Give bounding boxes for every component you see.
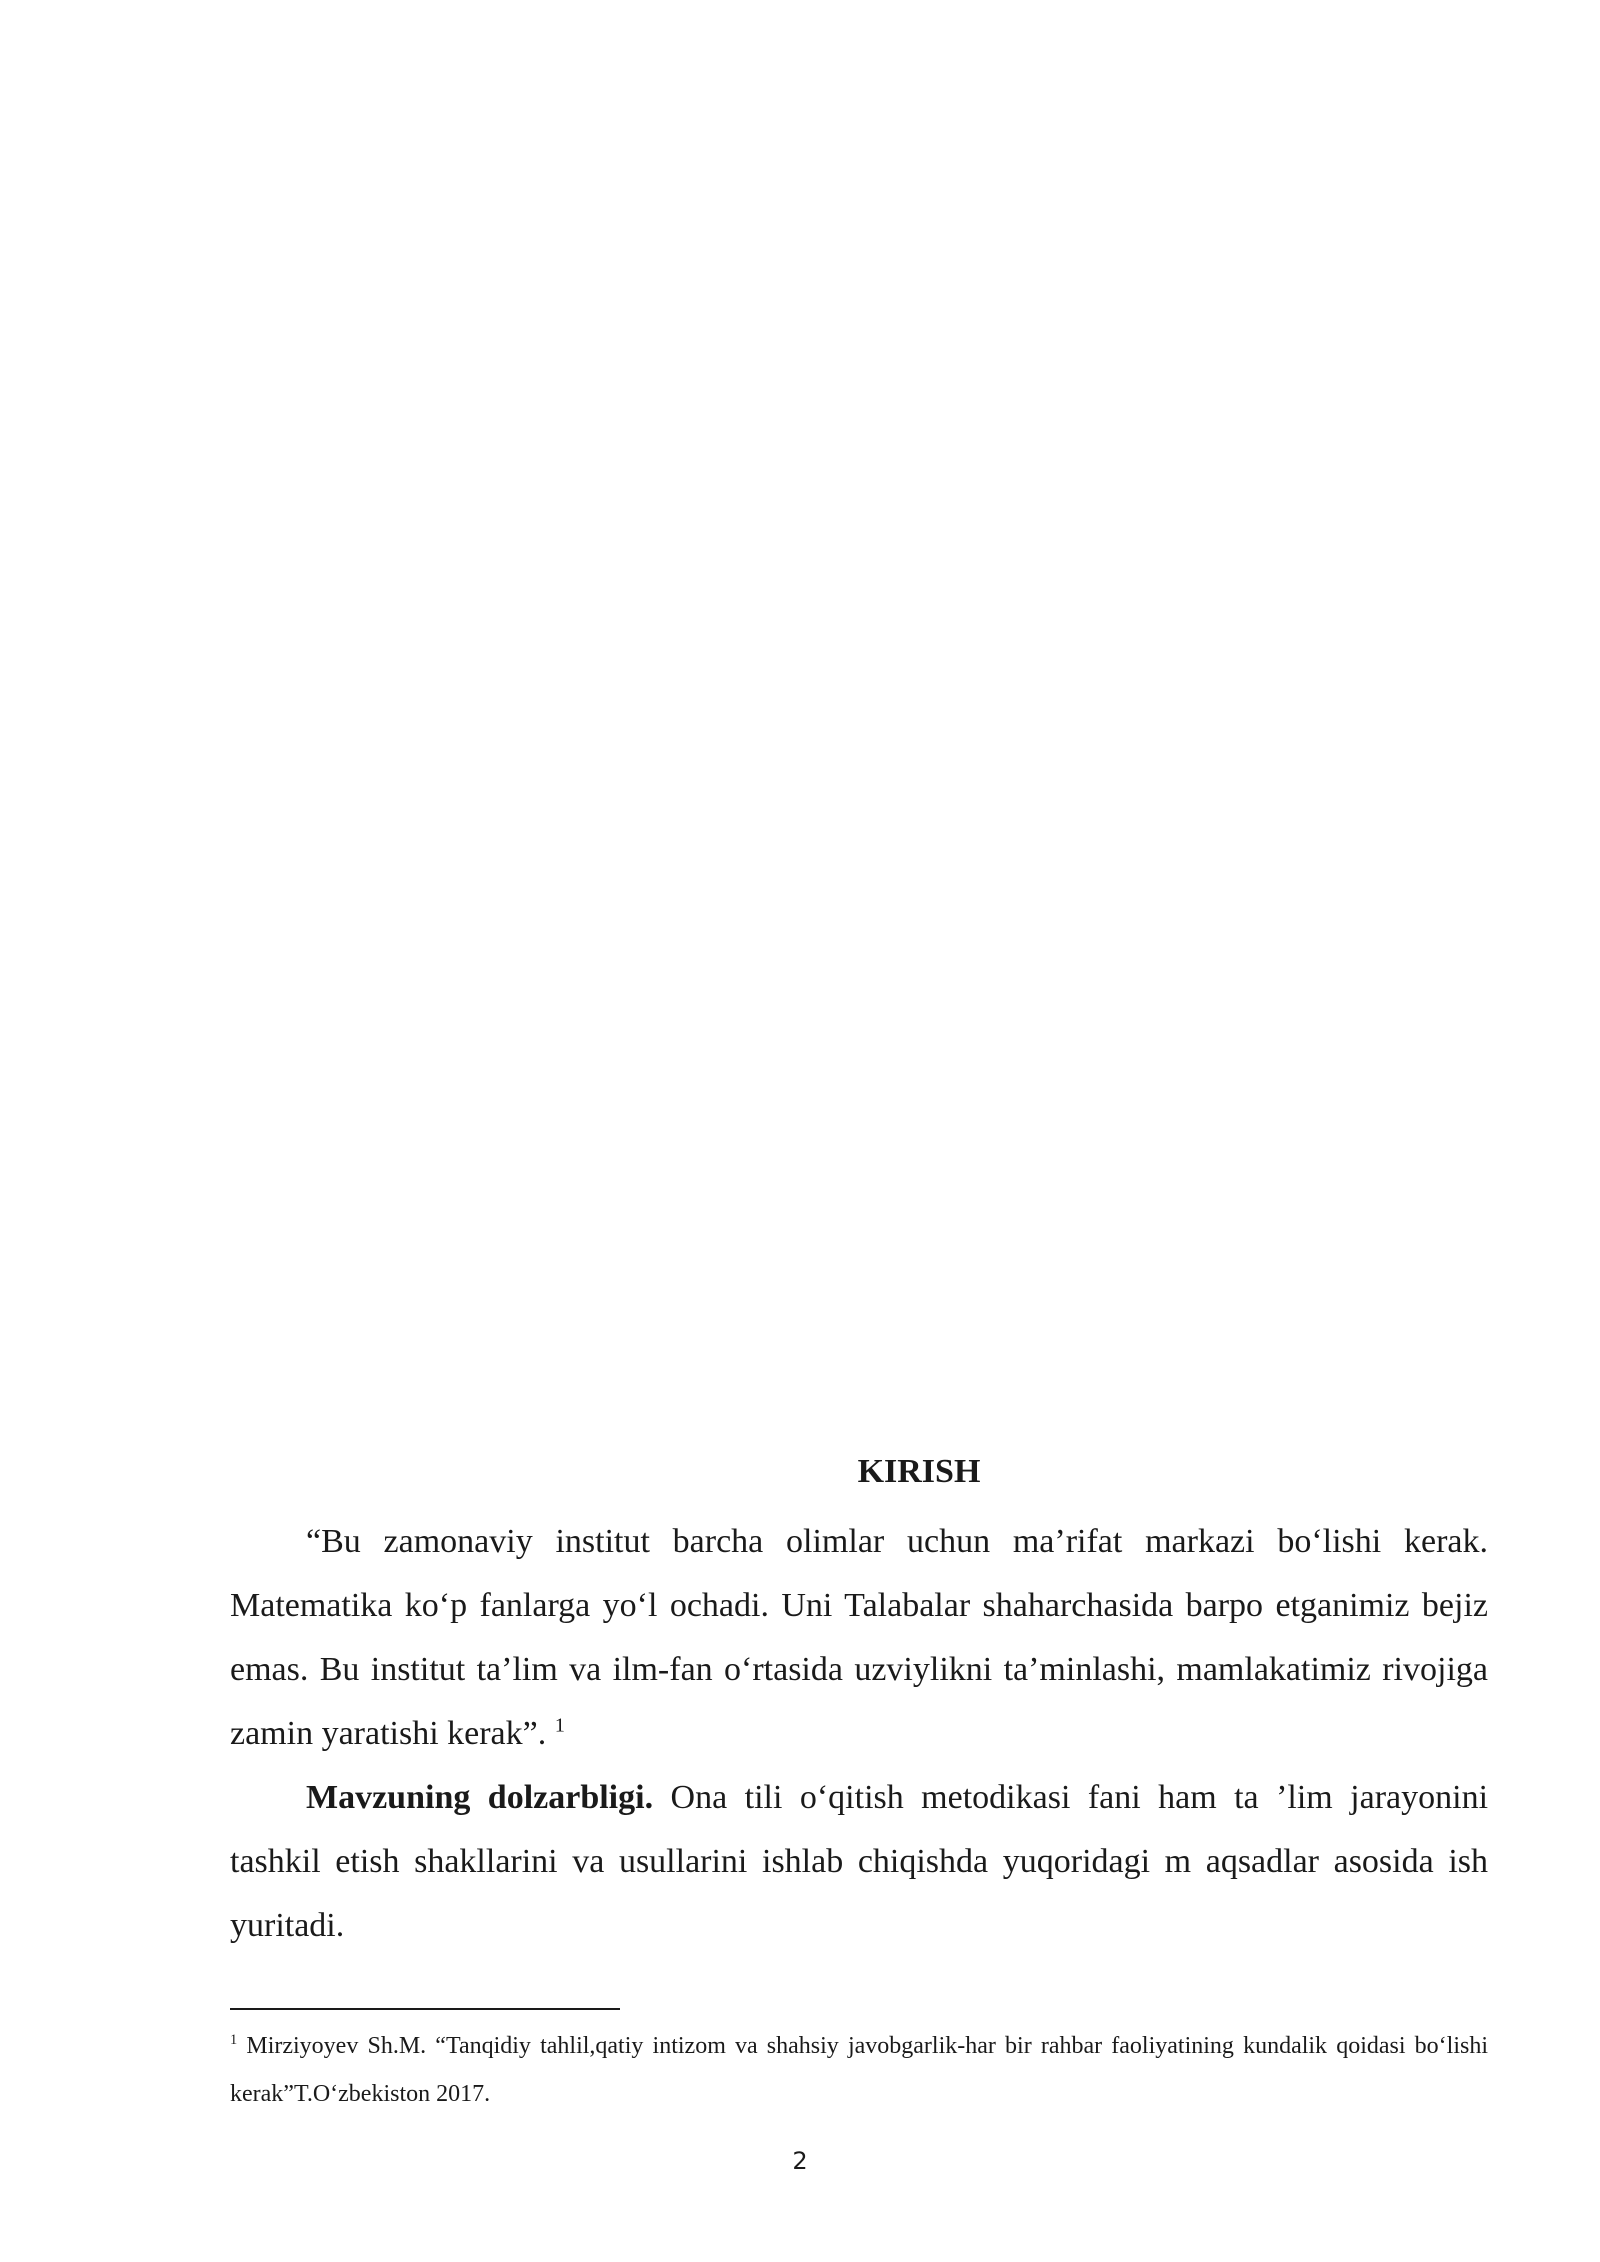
page-number: 2 (792, 2147, 808, 2175)
main-content (230, 1450, 1488, 1958)
footnote-reference: 1 (554, 1714, 565, 1737)
section-heading: KIRISH (857, 1453, 981, 1490)
relevance-text: Ona tili o‘qitish metodikasi fani ham ta ’lim jarayonini tashkil etish shakllarini va usullarini ishlab chiqishda yuqoridagi m aqsadlar asosida ish yuritadi. (230, 1779, 1489, 1944)
footnote (230, 2022, 1488, 2118)
quote-paragraph (230, 1510, 1488, 1766)
relevance-label: Mavzuning dolzarbligi. (306, 1779, 654, 1816)
quote-text: “Bu zamonaviy institut barcha olimlar uchun ma’rifat markazi bo‘lishi kerak. Matematika ko‘p fanlarga yo‘l ochadi. Uni Talabalar shaharchasida barpo etganimiz bejiz emas. Bu institut ta’lim va ilm-fan o‘rtasida uzviylikni ta’minlashi, mamlakatimiz rivojiga zamin yaratishi kerak”. (230, 1523, 1488, 1752)
footnote-number: 1 (230, 2032, 238, 2048)
footnote-text: Mirziyoyev Sh.M. “Tanqidiy tahlil,qatiy intizom va shahsiy javobgarlik-har bir rahbar faoliyatining kundalik qoidasi bo‘lishi kerak”T.O‘zbekiston 2017. (230, 2033, 1489, 2107)
relevance-paragraph (230, 1766, 1488, 1958)
footnote-separator (230, 2008, 620, 2010)
